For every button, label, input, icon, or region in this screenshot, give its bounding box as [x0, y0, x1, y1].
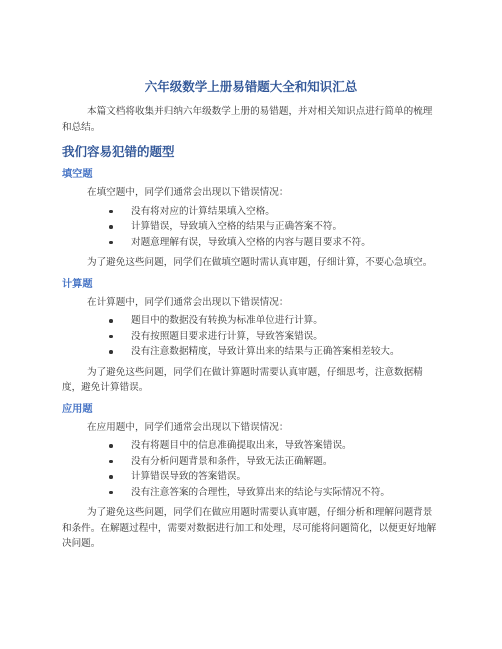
error-list	[62, 204, 440, 251]
subsection-application	[62, 401, 440, 552]
section-heading: 我们容易犯错的题型	[62, 144, 175, 159]
list-item: 没有注意答案的合理性，导致算出来的结论与实际情况不符。	[109, 485, 440, 501]
subsection-advice: 为了避免这些问题，同学们在做应用题时需要认真审题，仔细分析和理解问题背景和条件。在解题过程中，需要对数据进行加工和处理，尽可能将问题简化，以便更好地解决问题。	[62, 507, 437, 549]
list-item: 对题意理解有误，导致填入空格的内容与题目要求不符。	[109, 235, 440, 251]
subsection-lead: 在填空题中，同学们通常会出现以下错误情况：	[87, 187, 289, 198]
subsection-lead: 在计算题中，同学们通常会出现以下错误情况：	[87, 296, 289, 308]
subsection-advice: 为了避免这些问题，同学们在做填空题时需认真审题，仔细计算，不要心急填空。	[87, 257, 433, 268]
list-item: 计算错误，导致填入空格的结果与正确答案不符。	[109, 219, 440, 235]
list-item: 没有将对应的计算结果填入空格。	[109, 204, 440, 220]
subsection-fill-in	[62, 166, 440, 271]
document-title: 六年级数学上册易错题大全和知识汇总	[144, 79, 358, 94]
subsection-calculation	[62, 276, 440, 396]
subsection-heading: 应用题	[62, 402, 93, 415]
list-item: 没有注意数据精度，导致计算出来的结果与正确答案相差较大。	[109, 344, 440, 360]
error-list	[62, 313, 440, 360]
error-list	[62, 438, 440, 500]
subsection-lead: 在应用题中，同学们通常会出现以下错误情况：	[87, 421, 289, 433]
intro-paragraph: 本篇文档将收集并归纳六年级数学上册的易错题，并对相关知识点进行简单的梳理和总结。	[62, 106, 433, 133]
list-item: 没有按照题目要求进行计算，导致答案错误。	[109, 329, 440, 345]
subsection-advice: 为了避免这些问题，同学们在做计算题时需要认真审题，仔细思考，注意数据精度，避免计算错误。	[62, 366, 423, 393]
subsection-heading: 计算题	[62, 277, 93, 290]
list-item: 没有将题目中的信息准确提取出来，导致答案错误。	[109, 438, 440, 454]
subsection-heading: 填空题	[62, 168, 93, 180]
list-item: 题目中的数据没有转换为标准单位进行计算。	[109, 313, 440, 329]
list-item: 计算错误导致的答案错误。	[109, 469, 440, 485]
list-item: 没有分析问题背景和条件，导致无法正确解题。	[109, 454, 440, 470]
